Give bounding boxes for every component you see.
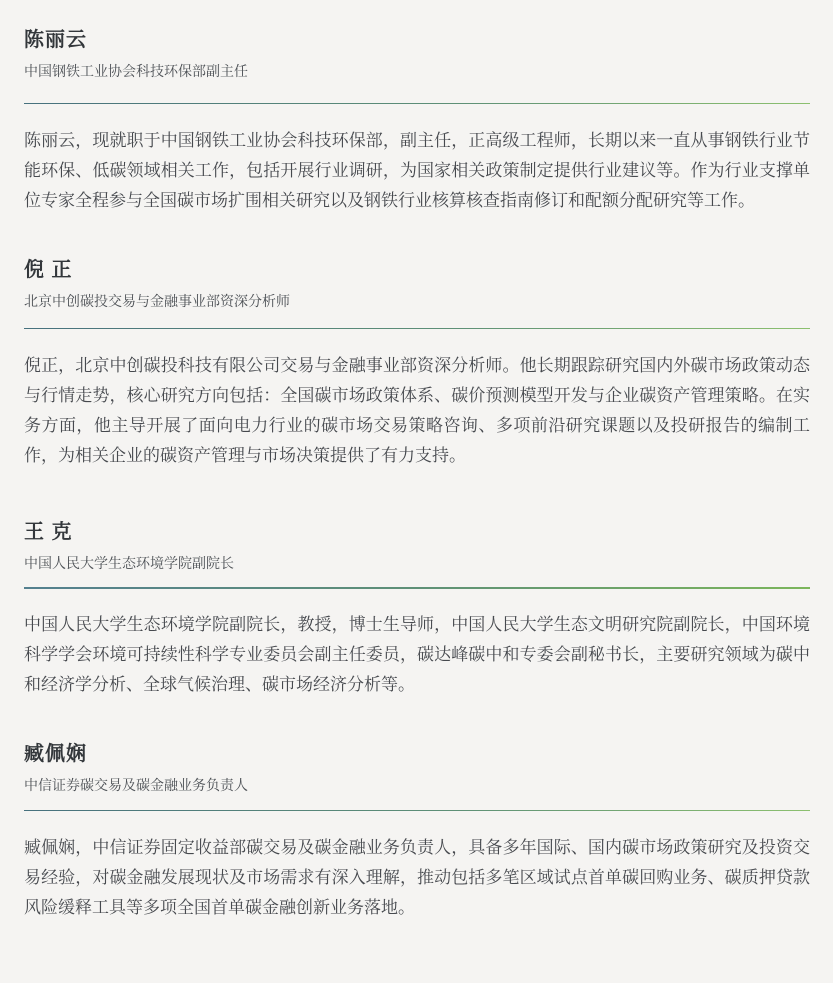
expert-title: 中国钢铁工业协会科技环保部副主任 — [24, 63, 248, 79]
expert-title: 中国人民大学生态环境学院副院长 — [24, 555, 234, 571]
profile-section-ni-zheng — [24, 258, 810, 471]
section-divider — [24, 103, 810, 104]
profile-section-chen-liyun — [24, 28, 810, 216]
expert-name: 王 克 — [24, 521, 73, 543]
expert-title: 北京中创碳投交易与金融事业部资深分析师 — [24, 293, 290, 309]
profile-section-wang-ke — [24, 520, 810, 700]
expert-bio: 臧佩娴，中信证券固定收益部碳交易及碳金融业务负责人，具备多年国际、国内碳市场政策研究及投资交易经验，对碳金融发展现状及市场需求有深入理解，推动包括多笔区域试点首单碳回购业务、碳质押贷款风险缓释工具等多项全国首单碳金融创新业务落地。 — [24, 838, 810, 917]
expert-bio: 倪正，北京中创碳投科技有限公司交易与金融事业部资深分析师。他长期跟踪研究国内外碳市场政策动态与行情走势，核心研究方向包括：全国碳市场政策体系、碳价预测模型开发与企业碳资产管理策略。在实务方面，他主导开展了面向电力行业的碳市场交易策略咨询、多项前沿研究课题以及投研报告的编制工作，为相关企业的碳资产管理与市场决策提供了有力支持。 — [24, 356, 810, 465]
expert-bio: 中国人民大学生态环境学院副院长，教授，博士生导师，中国人民大学生态文明研究院副院长，中国环境科学学会环境可持续性科学专业委员会副主任委员，碳达峰碳中和专委会副秘书长，主要研究领域为碳中和经济学分析、全球气候治理、碳市场经济分析等。 — [24, 615, 810, 694]
section-divider — [24, 587, 810, 589]
expert-title: 中信证券碳交易及碳金融业务负责人 — [24, 777, 248, 793]
section-divider — [24, 328, 810, 329]
expert-bio: 陈丽云，现就职于中国钢铁工业协会科技环保部，副主任，正高级工程师，长期以来一直从事钢铁行业节能环保、低碳领域相关工作，包括开展行业调研，为国家相关政策制定提供行业建议等。作为行业支撑单位专家全程参与全国碳市场扩围相关研究以及钢铁行业核算核查指南修订和配额分配研究等工作。 — [24, 131, 810, 210]
profile-section-zang-peixian — [24, 742, 810, 923]
expert-name: 陈丽云 — [24, 29, 87, 51]
expert-name: 臧佩娴 — [24, 743, 87, 765]
section-divider — [24, 810, 810, 811]
expert-name: 倪 正 — [24, 259, 73, 281]
